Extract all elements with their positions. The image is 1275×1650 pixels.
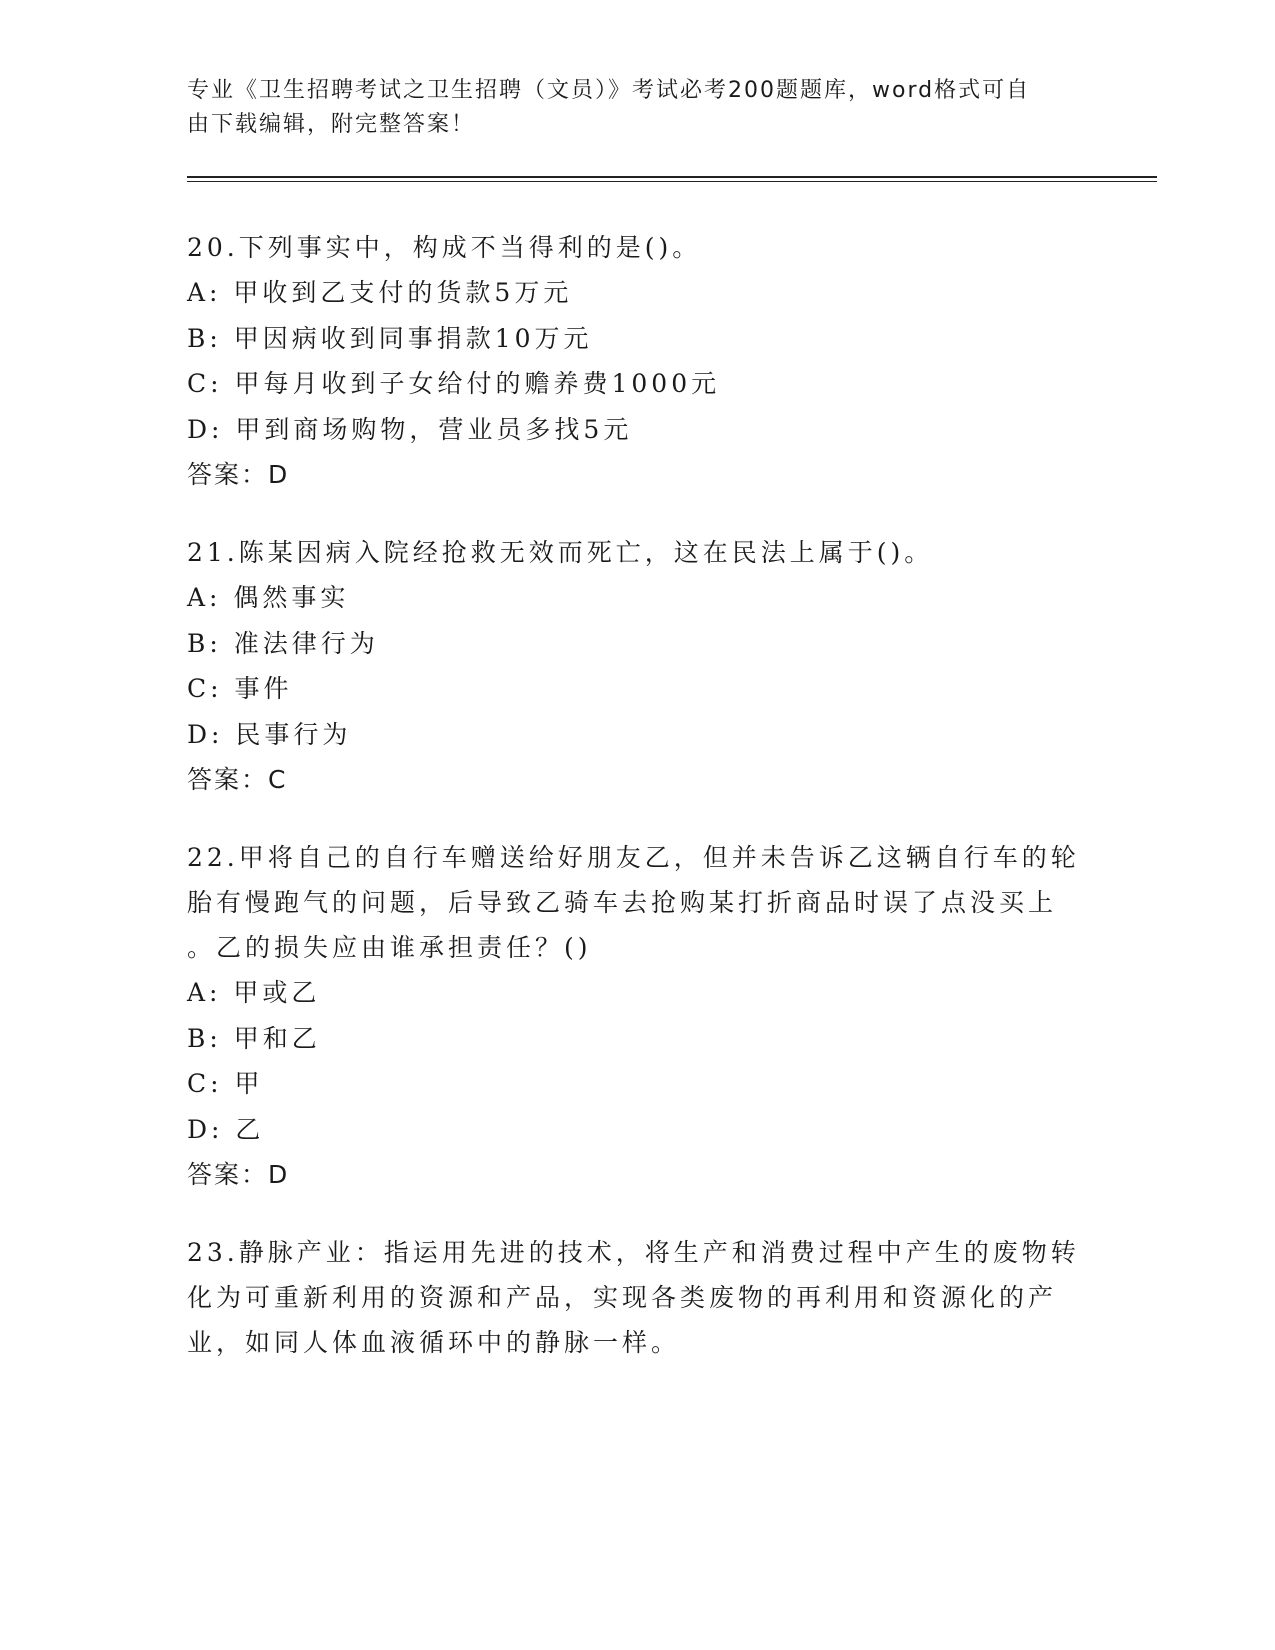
header-line-2: 由下载编辑，附完整答案！ [187,112,476,137]
answer: 答案：D [187,1160,290,1189]
header-divider [187,176,1157,178]
question-21 [187,530,1087,802]
header-divider-thin [187,181,1157,182]
question-text: 20.下列事实中，构成不当得利的是()。 [187,233,702,262]
question-text-line-2: 胎有慢跑气的问题，后导致乙骑车去抢购某打折商品时误了点没买上 [187,888,1058,917]
question-22 [187,835,1087,1197]
document-header [187,74,1087,142]
question-23 [187,1230,1087,1365]
option-c: C: 甲每月收到子女给付的赡养费1000元 [187,369,721,398]
option-d: D: 民事行为 [187,719,352,749]
option-d: D: 甲到商场购物，营业员多找5元 [187,414,633,444]
option-b: B: 准法律行为 [187,628,379,658]
option-c: C: 事件 [187,674,293,703]
option-b: B: 甲因病收到同事捐款10万元 [187,323,593,353]
option-b: B: 甲和乙 [187,1023,321,1053]
question-text-line-3: 业，如同人体血液循环中的静脉一样。 [187,1328,681,1357]
question-text: 21.陈某因病入院经抢救无效而死亡，这在民法上属于()。 [187,538,934,567]
question-20 [187,225,1087,497]
question-text-line-1: 22.甲将自己的自行车赠送给好朋友乙，但并未告诉乙这辆自行车的轮 [187,843,1080,872]
answer: 答案：D [187,460,290,489]
option-d: D: 乙 [187,1114,265,1144]
option-c: C: 甲 [187,1069,264,1098]
answer: 答案：C [187,765,288,794]
question-text-line-2: 化为可重新利用的资源和产品，实现各类废物的再利用和资源化的产 [187,1283,1058,1312]
question-text-line-1: 23.静脉产业：指运用先进的技术，将生产和消费过程中产生的废物转 [187,1238,1080,1267]
option-a: A: 甲收到乙支付的货款5万元 [187,278,573,307]
header-line-1: 专业《卫生招聘考试之卫生招聘（文员）》考试必考200题题库，word格式可自 [187,78,1031,103]
question-text-line-3: 。乙的损失应由谁承担责任？() [187,933,592,962]
option-a: A: 偶然事实 [187,583,350,612]
option-a: A: 甲或乙 [187,978,321,1007]
